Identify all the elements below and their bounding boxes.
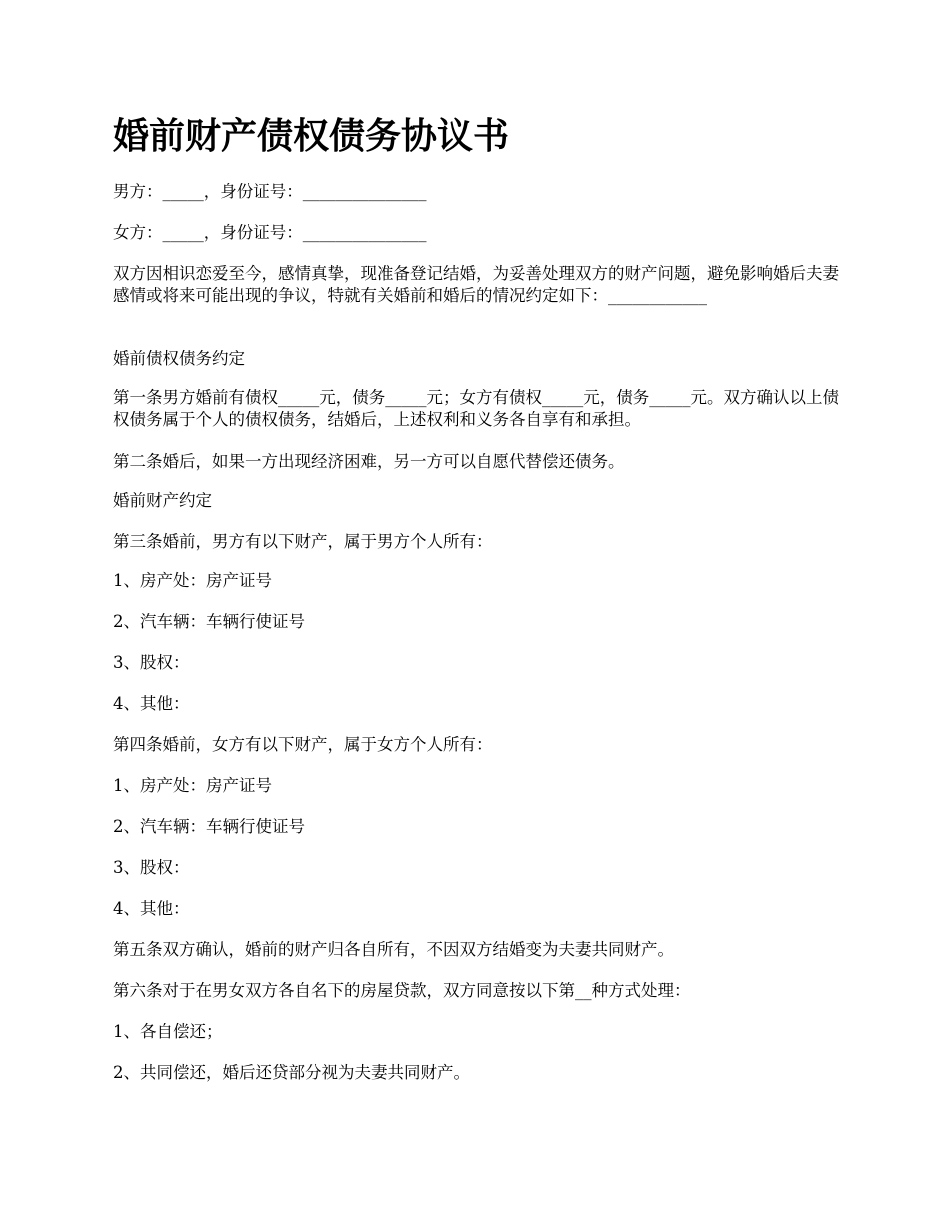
list-item: 2、共同偿还，婚后还贷部分视为夫妻共同财产。	[113, 1063, 470, 1082]
list-item: 2、汽车辆：车辆行使证号	[113, 817, 305, 836]
document-title: 婚前财产债权债务协议书	[113, 115, 510, 157]
list-item: 4、其他：	[113, 694, 190, 713]
list-item: 1、各自偿还；	[113, 1022, 223, 1041]
article-3: 第三条婚前，男方有以下财产，属于男方个人所有：	[113, 532, 493, 551]
list-item: 2、汽车辆：车辆行使证号	[113, 612, 305, 631]
article-2: 第二条婚后，如果一方出现经济困难，另一方可以自愿代替偿还债务。	[113, 452, 625, 471]
list-item: 3、股权：	[113, 653, 190, 672]
section-heading-property: 婚前财产约定	[113, 491, 212, 510]
article-4: 第四条婚前，女方有以下财产，属于女方个人所有：	[113, 735, 493, 754]
preamble-paragraph: 双方因相识恋爱至今，感情真挚，现准备登记结婚，为妥善处理双方的财产问题，避免影响婚后夫妻感情或将来可能出现的争议，特就有关婚前和婚后的情况约定如下：____________	[113, 264, 839, 305]
male-party-line: 男方：_____，身份证号：_______________	[113, 182, 427, 201]
female-party-line: 女方：_____，身份证号：_______________	[113, 223, 427, 242]
section-heading-debts: 婚前债权债务约定	[113, 349, 245, 368]
list-item: 1、房产处：房产证号	[113, 571, 272, 590]
list-item: 4、其他：	[113, 899, 190, 918]
list-item: 3、股权：	[113, 858, 190, 877]
article-1: 第一条男方婚前有债权_____元，债务_____元；女方有债权_____元，债务_____元。双方确认以上债权债务属于个人的债权债务，结婚后，上述权利和义务各自享有和承担。	[113, 388, 839, 429]
article-6: 第六条对于在男女双方各自名下的房屋贷款，双方同意按以下第__种方式处理：	[113, 981, 691, 1000]
article-5: 第五条双方确认，婚前的财产归各自所有，不因双方结婚变为夫妻共同财产。	[113, 940, 674, 959]
list-item: 1、房产处：房产证号	[113, 776, 272, 795]
